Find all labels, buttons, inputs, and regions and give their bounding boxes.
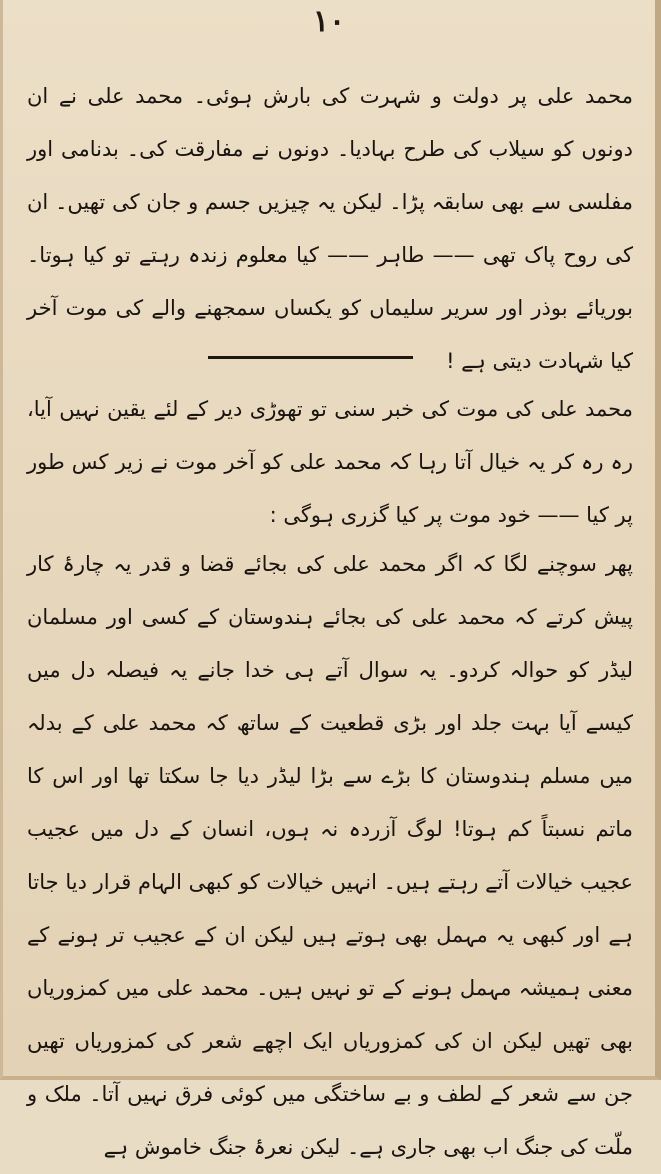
paragraph-1: محمد علی پر دولت و شہرت کی بارش ہوئی۔ محمد علی نے ان دونوں کو سیلاب کی طرح بہادیا۔ دونوں نے مفارقت کی۔ بدنامی اور مفلسی سے بھی سابقہ پڑا۔ لیکن یہ چیزیں جسم و جان کی تھیں۔ ان کی روح پاک تھی —— طاہر —— کیا معلوم زندہ رہتے تو کیا ہوتا۔ بوریائے بوذر اور سریر سلیماں کو یکساں سمجھنے والے کی موت آخر کیا شہادت دیتی ہے ! <box>27 84 633 373</box>
page-number: ۱۰ <box>312 4 346 39</box>
paragraph-2: محمد علی کی موت کی خبر سنی تو تھوڑی دیر کے لئے یقین نہیں آیا، رہ رہ کر یہ خیال آتا رہا کہ محمد علی کو آخر موت نے زیر کس طور پر کیا —— خود موت پر کیا گزری ہوگی : <box>27 397 633 527</box>
paragraph-3: پھر سوچنے لگا کہ اگر محمد علی کی بجائے قضا و قدر یہ چارۂ کار پیش کرتے کہ محمد علی کی بجائے ہندوستان کے کسی اور مسلمان لیڈر کو حوالہ کردو۔ یہ سوال آتے ہی خدا جانے یہ فیصلہ دل میں کیسے آیا بہت جلد اور بڑی قطعیت کے ساتھ کہ محمد علی کے بدلہ میں مسلم ہندوستان کا بڑے سے بڑا لیڈر دیا جا سکتا تھا اور اس کا ماتم نسبتاً کم ہوتا! لوگ آزردہ نہ ہوں، انسان کے دل میں عجیب عجیب خیالات آتے رہتے ہیں۔ انہیں خیالات کو کبھی الہام قرار دیا جاتا ہے اور کبھی یہ مہمل بھی ہوتے ہیں لیکن ان کے عجیب تر ہونے کے معنی ہمیشہ مہمل ہونے کے تو نہیں ہیں۔ محمد علی میں کمزوریاں بھی تھیں لیکن ان کی کمزوریاں ایک اچھے شعر کی کمزوریاں تھیں جن سے شعر کے لطف و بے ساختگی میں کوئی فرق نہیں آتا۔ ملک و ملّت کی جنگ اب بھی جاری ہے۔ لیکن نعرۂ جنگ خاموش ہے <box>27 552 633 1159</box>
section-divider <box>208 356 413 359</box>
